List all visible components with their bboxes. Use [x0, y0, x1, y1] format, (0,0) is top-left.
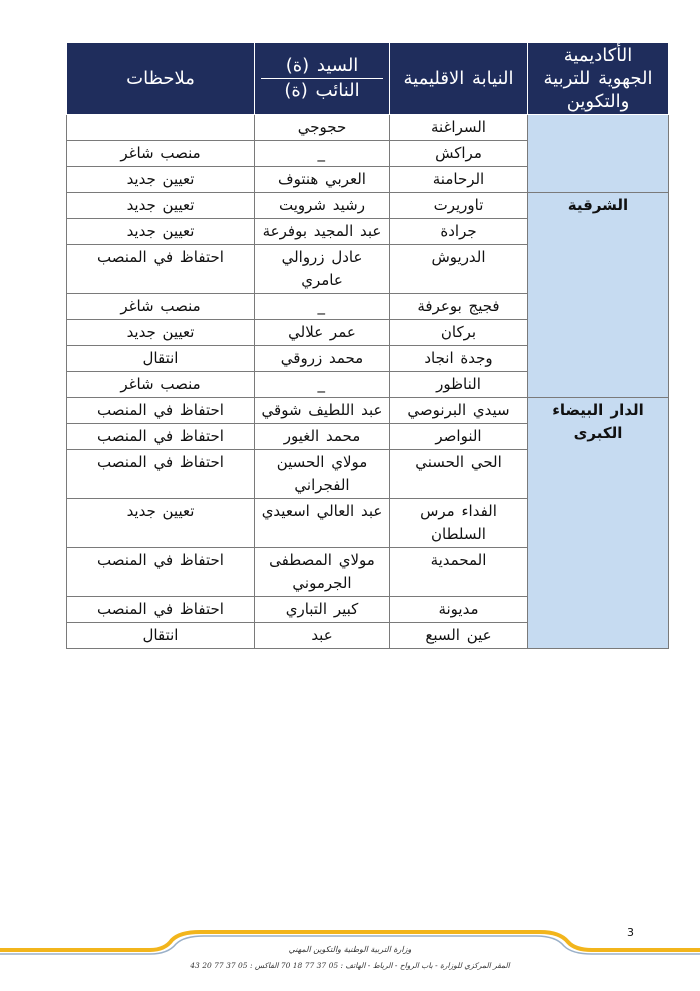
- header-academy: الأكاديمية الجهوية للتربية والتكوين: [528, 43, 669, 115]
- footer-banner: [0, 928, 700, 991]
- note-cell: تعيين جديد: [67, 320, 255, 346]
- name-cell: عبد اللطيف شوقي: [255, 398, 390, 424]
- province-cell: سيدي البرنوصي: [390, 398, 528, 424]
- table-row: [67, 398, 669, 424]
- province-cell: مراكش: [390, 141, 528, 167]
- note-cell: منصب شاغر: [67, 294, 255, 320]
- note-cell: احتفاظ في المنصب: [67, 548, 255, 597]
- province-cell: الناظور: [390, 372, 528, 398]
- province-cell: الدريوش: [390, 245, 528, 294]
- header-name: [255, 43, 390, 115]
- header-name-bottom: النائب (ة): [284, 80, 360, 101]
- name-cell: محمد زروقي: [255, 346, 390, 372]
- region-cell: الدار البيضاء الكبرى: [528, 398, 669, 649]
- table-row: [67, 193, 669, 219]
- name-cell: _: [255, 294, 390, 320]
- name-cell: مولاي الحسين الفجراني: [255, 450, 390, 499]
- name-cell: عمر علالي: [255, 320, 390, 346]
- province-cell: مديونة: [390, 597, 528, 623]
- name-cell: العربي هنتوف: [255, 167, 390, 193]
- name-cell: كبير التباري: [255, 597, 390, 623]
- province-cell: الفداء مرس السلطان: [390, 499, 528, 548]
- header-province: النيابة الاقليمية: [390, 43, 528, 115]
- note-cell: انتقال: [67, 623, 255, 649]
- note-cell: احتفاظ في المنصب: [67, 450, 255, 499]
- note-cell: [67, 115, 255, 141]
- page-number: 3: [627, 926, 634, 939]
- province-cell: جرادة: [390, 219, 528, 245]
- note-cell: احتفاظ في المنصب: [67, 398, 255, 424]
- header-name-top: السيد (ة): [261, 54, 383, 79]
- region-cell: [528, 115, 669, 193]
- province-cell: الرحامنة: [390, 167, 528, 193]
- province-cell: تاوريرت: [390, 193, 528, 219]
- name-cell: مولاي المصطفى الجرموني: [255, 548, 390, 597]
- footer-address: المقر المركزي للوزارة - باب الرواح - الرباط - الهاتف : 05 37 77 18 70 الفاكس : 05 37 77 20 43: [190, 961, 510, 970]
- name-cell: عبد: [255, 623, 390, 649]
- province-cell: عين السبع: [390, 623, 528, 649]
- name-cell: محمد الغيور: [255, 424, 390, 450]
- note-cell: تعيين جديد: [67, 167, 255, 193]
- name-cell: عبد المجيد بوفرعة: [255, 219, 390, 245]
- note-cell: احتفاظ في المنصب: [67, 245, 255, 294]
- table-body: [67, 115, 669, 649]
- province-cell: وجدة انجاد: [390, 346, 528, 372]
- name-cell: حجوجي: [255, 115, 390, 141]
- note-cell: تعيين جديد: [67, 499, 255, 548]
- header-notes: ملاحظات: [67, 43, 255, 115]
- note-cell: تعيين جديد: [67, 193, 255, 219]
- province-cell: السراغنة: [390, 115, 528, 141]
- note-cell: احتفاظ في المنصب: [67, 597, 255, 623]
- province-cell: بركان: [390, 320, 528, 346]
- note-cell: منصب شاغر: [67, 372, 255, 398]
- name-cell: عبد العالي اسعيدي: [255, 499, 390, 548]
- province-cell: المحمدية: [390, 548, 528, 597]
- province-cell: النواصر: [390, 424, 528, 450]
- region-cell: الشرقية: [528, 193, 669, 398]
- province-cell: الحي الحسني: [390, 450, 528, 499]
- name-cell: _: [255, 141, 390, 167]
- officials-table: [66, 42, 669, 649]
- note-cell: احتفاظ في المنصب: [67, 424, 255, 450]
- note-cell: انتقال: [67, 346, 255, 372]
- footer-ministry: وزارة التربية الوطنية والتكوين المهني: [288, 945, 412, 954]
- name-cell: عادل زروالي عامري: [255, 245, 390, 294]
- name-cell: _: [255, 372, 390, 398]
- note-cell: تعيين جديد: [67, 219, 255, 245]
- table-header-row: [67, 43, 669, 115]
- note-cell: منصب شاغر: [67, 141, 255, 167]
- table-row: [67, 115, 669, 141]
- province-cell: فجيج بوعرفة: [390, 294, 528, 320]
- name-cell: رشيد شرويت: [255, 193, 390, 219]
